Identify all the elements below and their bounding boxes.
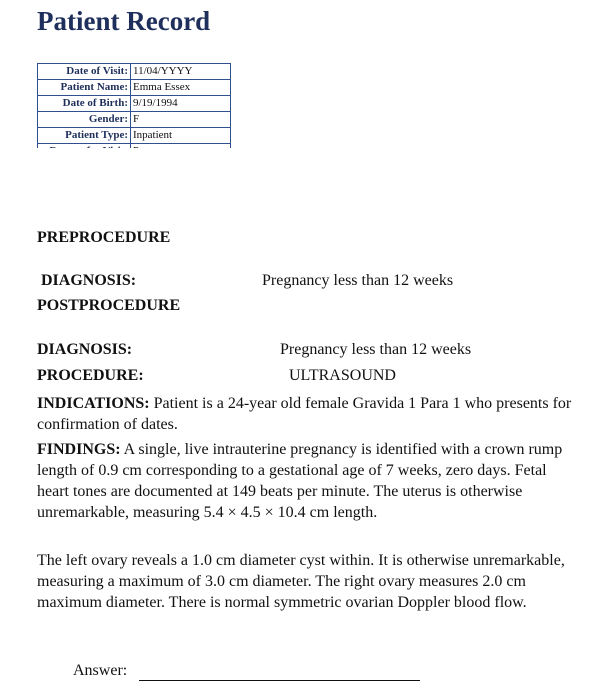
procedure-value: ULTRASOUND [289,367,396,384]
indications-paragraph [37,393,582,435]
field-value-gender: F [131,112,231,128]
procedure-label: PROCEDURE: [37,367,144,384]
indications-label: INDICATIONS: [37,395,150,412]
field-label-patient-name: Patient Name: [38,80,131,96]
post-diagnosis-label: DIAGNOSIS: [37,341,133,358]
findings-label: FINDINGS: [37,441,121,458]
field-value-date-of-visit: 11/04/YYYY [131,64,231,80]
indications-text: Patient is a 24-year old female Gravida 1 Para 1 who presents for confirmation of dates. [37,395,572,433]
page-title: Patient Record [37,6,211,36]
table-row [38,128,231,144]
field-label-patient-type: Patient Type: [38,128,131,144]
field-value-date-of-birth: 9/19/1994 [131,96,231,112]
preprocedure-heading: PREPROCEDURE [37,229,171,246]
postprocedure-heading: POSTPROCEDURE [37,297,181,314]
field-value-patient-type: Inpatient [131,128,231,144]
table-row [38,96,231,112]
field-label-gender: Gender: [38,112,131,128]
field-label-date-of-birth: Date of Birth: [38,96,131,112]
patient-record-table [37,63,231,160]
answer-blank-line [139,680,420,681]
table-row [38,112,231,128]
answer-label: Answer: [73,662,128,679]
table-row [38,80,231,96]
table-crop-mask [37,148,233,162]
ovary-paragraph: The left ovary reveals a 1.0 cm diameter cyst within. It is otherwise unremarkable, measuring a maximum of 3.0 cm diameter. The right ovary measures 2.0 cm maximum diameter. There is normal symmetric ovarian Doppler blood flow. [37,552,565,611]
pre-diagnosis-value: Pregnancy less than 12 weeks [262,272,454,289]
table-row [38,64,231,80]
field-value-patient-name: Emma Essex [131,80,231,96]
field-label-date-of-visit: Date of Visit: [38,64,131,80]
findings-paragraph [37,439,582,523]
findings-text: A single, live intrauterine pregnancy is identified with a crown rump length of 0.9 cm corresponding to a gestational age of 7 weeks, zero days. Fetal heart tones are documented at 149 beats per minute. The uterus is otherwise unremarkable, measuring 5.4 × 4.5 × 10.4 cm length. [37,441,563,521]
post-diagnosis-value: Pregnancy less than 12 weeks [280,341,472,358]
pre-diagnosis-label: DIAGNOSIS: [41,272,137,289]
